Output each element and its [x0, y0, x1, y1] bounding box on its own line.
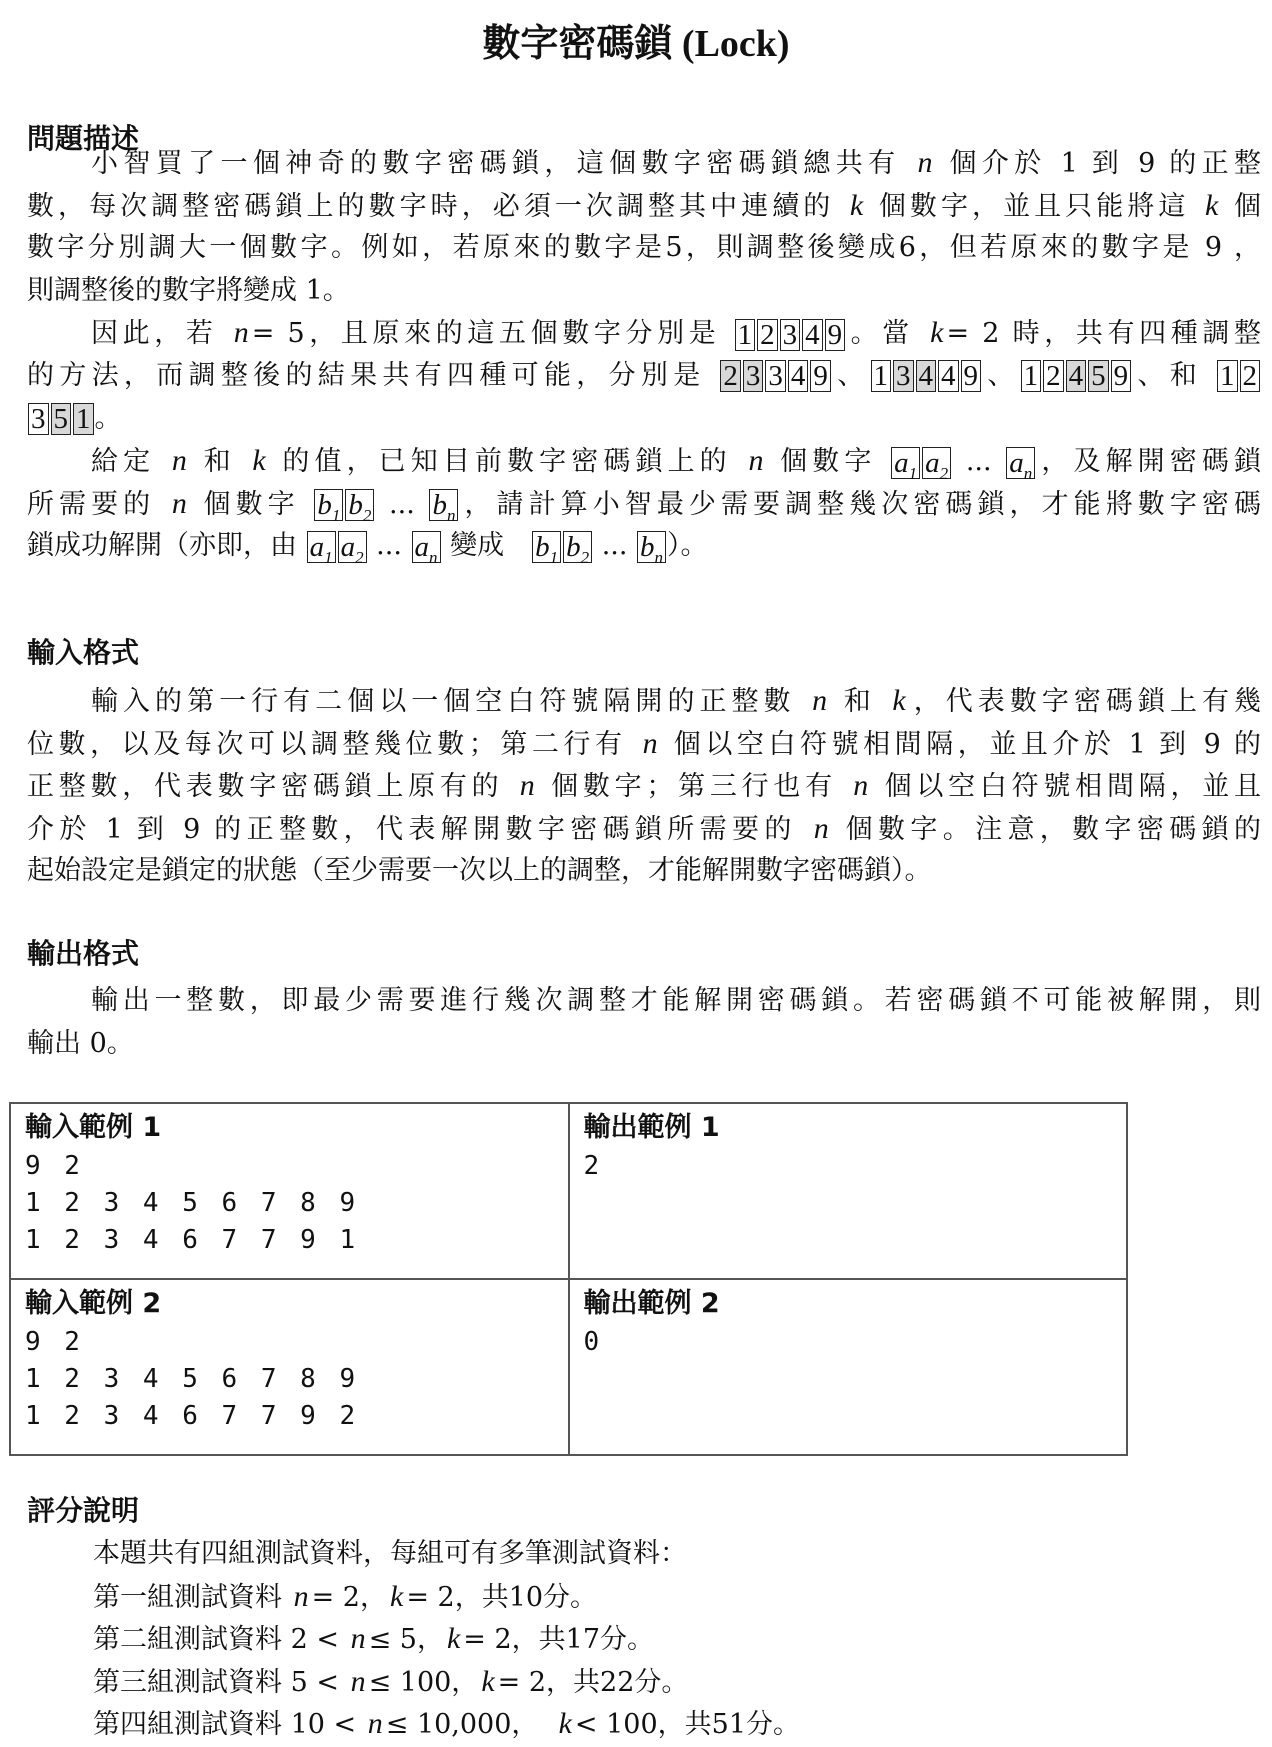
text-line — [27, 227, 1261, 270]
highlighted-digit-box — [73, 403, 94, 435]
digit: a — [925, 446, 940, 479]
text-line — [27, 355, 1261, 398]
digit: 3 — [31, 403, 46, 436]
text: 因此，若 — [91, 318, 231, 350]
sample-line: 9 2 — [25, 1151, 84, 1181]
math-variable: n — [748, 444, 764, 478]
math-variable: n — [812, 684, 828, 717]
digit-box — [825, 319, 846, 351]
digit-box — [922, 446, 951, 483]
sample-row — [10, 1103, 1127, 1279]
text: 小智買了一個神奇的數字密碼鎖，這個數字密碼鎖總共有 — [91, 148, 915, 179]
digit: 9 — [827, 318, 843, 351]
digit: b — [317, 489, 332, 522]
sample-line: 1 2 3 4 5 6 7 8 9 — [25, 1364, 360, 1394]
text: 和 — [830, 686, 890, 717]
digit-box — [563, 530, 592, 567]
sample-output-label: 輸出範例 1 — [583, 1112, 720, 1143]
sample-input-2 — [10, 1279, 569, 1455]
sample-input-label: 輸入範例 1 — [25, 1112, 162, 1143]
text: 個數字。注意，數字密碼鎖的 — [831, 813, 1261, 845]
digit-box — [1240, 360, 1261, 392]
text-line — [27, 723, 1261, 766]
text: 個數字 — [189, 488, 314, 520]
math-variable: k — [892, 684, 906, 717]
digit-box — [345, 489, 374, 526]
digit: 3 — [782, 318, 798, 351]
text: 個數字；第三行也有 — [537, 771, 851, 803]
text-line — [27, 850, 1261, 893]
text-line — [27, 1023, 1261, 1066]
math-variable: n — [350, 1622, 366, 1656]
text: 第三組測試資料 5 < — [93, 1666, 348, 1698]
sample-input-label: 輸入範例 2 — [25, 1288, 162, 1319]
description-body — [27, 142, 1261, 568]
text: ）。 — [667, 530, 708, 562]
digit-box — [1006, 446, 1035, 483]
text: < 100，共51分。 — [574, 1709, 801, 1741]
digit: 2 — [723, 360, 738, 393]
sample-line: 1 2 3 4 6 7 7 9 2 — [25, 1401, 360, 1431]
math-variable: k — [252, 444, 266, 478]
text-line — [27, 765, 1261, 808]
math-variable: n — [519, 769, 535, 803]
text: = 2，共17分。 — [463, 1624, 655, 1656]
highlighted-digit-box — [1088, 360, 1109, 392]
digit: a — [414, 530, 430, 563]
digit: 2 — [1046, 360, 1061, 393]
text-line — [27, 142, 1261, 185]
text: 個數字，並且只能將這 — [866, 190, 1203, 222]
digit-box — [532, 530, 561, 567]
text: 變成 — [441, 530, 532, 562]
subscript: n — [1023, 463, 1033, 483]
text: ... — [375, 488, 429, 520]
page-title: 數字密碼鎖 (Lock) — [482, 23, 790, 65]
sample-line: 0 — [583, 1327, 604, 1357]
output-format-body — [27, 980, 1261, 1065]
highlighted-digit-box — [720, 360, 741, 392]
math-variable: n — [350, 1664, 366, 1698]
digit: a — [1009, 446, 1024, 479]
sample-output-2 — [569, 1279, 1128, 1455]
highlighted-digit-box — [51, 403, 72, 435]
math-variable: k — [558, 1707, 572, 1741]
digit: a — [894, 446, 909, 479]
text: ，代表數字密碼鎖上有幾 — [908, 686, 1261, 717]
text: = 2， — [311, 1581, 387, 1613]
text-line — [27, 680, 1261, 723]
text-line — [27, 270, 1261, 313]
digit: 1 — [1220, 360, 1235, 393]
text: 起始設定是鎖定的狀態（至少需要一次以上的調整，才能解開數字密碼鎖）。 — [27, 855, 932, 887]
digit: a — [309, 530, 325, 563]
digit-box — [788, 360, 809, 392]
text-line — [27, 185, 1261, 228]
text: 輸出 0。 — [27, 1027, 134, 1059]
text: 第四組測試資料 10 < — [93, 1709, 365, 1741]
subscript: n — [654, 547, 664, 567]
digit-box — [802, 319, 823, 351]
text: 數字分別調大一個數字。例如，若原來的數字是5，則調整後變成6，但若原來的數字是 9 ， — [27, 232, 1261, 264]
digit: 4 — [805, 318, 820, 351]
math-variable: n — [171, 486, 187, 520]
sample-row — [10, 1279, 1127, 1455]
text: = 5，且原來的這五個數字分別是 — [251, 318, 734, 350]
text-line — [27, 440, 1261, 483]
text-line — [27, 525, 1261, 568]
digit-box — [735, 319, 756, 351]
subscript: 1 — [331, 506, 341, 526]
subscript: 1 — [324, 547, 333, 567]
math-variable: k — [446, 1622, 461, 1656]
subscript: 2 — [355, 547, 364, 567]
subscript: 1 — [908, 463, 918, 483]
digit-box — [1021, 360, 1042, 392]
text: 正整數，代表數字密碼鎖上原有的 — [27, 771, 517, 803]
math-variable: n — [293, 1579, 309, 1613]
text: 給定 — [91, 446, 169, 478]
text: 本題共有四組測試資料，每組可有多筆測試資料： — [93, 1538, 687, 1569]
text-line — [93, 1661, 800, 1704]
subscript: 2 — [580, 547, 590, 567]
text: 鎖成功解開（亦即，由 — [27, 530, 306, 562]
digit: 9 — [813, 360, 828, 393]
digit-box — [637, 530, 666, 567]
math-variable: n — [642, 726, 658, 760]
text: 個 — [1221, 190, 1261, 222]
digit: 9 — [963, 360, 979, 393]
heading-scoring: 評分說明 — [27, 1494, 140, 1527]
digit: 2 — [760, 318, 775, 351]
text: = 2，共22分。 — [497, 1666, 689, 1698]
text: 。當 — [846, 318, 928, 350]
digit-box — [938, 360, 959, 392]
digit: 4 — [1068, 360, 1084, 393]
text-line — [93, 1703, 800, 1746]
text: 個以空白符號相間隔，並且 — [871, 771, 1261, 803]
digit-box — [961, 360, 982, 392]
digit: b — [640, 530, 655, 563]
text: 第二組測試資料 2 < — [93, 1624, 348, 1656]
digit: b — [566, 530, 581, 563]
digit: 4 — [918, 360, 934, 393]
digit: 2 — [1242, 360, 1257, 393]
highlighted-digit-box — [1066, 360, 1087, 392]
sample-input-1 — [10, 1103, 569, 1279]
text-line — [27, 980, 1261, 1023]
input-format-body — [27, 680, 1261, 893]
text-line — [93, 1533, 800, 1576]
digit-box — [1043, 360, 1064, 392]
text: 個介於 1 到 9 的正整 — [935, 148, 1261, 179]
digit-box — [412, 530, 441, 567]
sample-output-label: 輸出範例 2 — [583, 1288, 720, 1319]
digit: b — [348, 489, 363, 522]
digit: 5 — [53, 403, 68, 436]
math-variable: n — [171, 444, 187, 478]
math-variable: n — [813, 811, 829, 845]
digit-box — [28, 403, 49, 435]
digit-box — [1111, 360, 1132, 392]
text: ... — [952, 446, 1006, 478]
math-variable: k — [849, 188, 864, 222]
text: = 2 時，共有四種調整 — [946, 318, 1261, 350]
text: 輸入的第一行有二個以一個空白符號隔開的正整數 — [91, 686, 810, 717]
digit: 1 — [873, 360, 889, 393]
text: 位數，以及每次可以調整幾位數；第二行有 — [27, 728, 640, 760]
highlighted-digit-box — [916, 360, 937, 392]
math-variable: k — [1205, 188, 1219, 222]
text: 和 — [189, 446, 250, 478]
highlighted-digit-box — [893, 360, 914, 392]
digit-box — [1217, 360, 1238, 392]
text: 個以空白符號相間隔，並且介於 1 到 9 的 — [660, 728, 1261, 760]
math-variable: n — [917, 146, 933, 179]
sample-table — [9, 1102, 1128, 1456]
text: 、和 — [1132, 359, 1216, 391]
math-variable: n — [233, 316, 249, 350]
math-variable: k — [930, 316, 944, 350]
sample-line: 1 2 3 4 5 6 7 8 9 — [25, 1188, 360, 1218]
digit-box — [891, 446, 920, 483]
text: ≤ 100， — [368, 1666, 479, 1698]
digit: 9 — [1113, 360, 1129, 393]
digit: b — [432, 489, 447, 522]
text-line — [27, 483, 1261, 526]
math-variable: k — [389, 1579, 404, 1613]
subscript: 1 — [549, 547, 559, 567]
digit: 3 — [896, 360, 911, 393]
sample-line: 9 2 — [25, 1327, 84, 1357]
subscript: n — [429, 547, 438, 567]
sample-line: 2 — [583, 1151, 604, 1181]
heading-description: 問題描述 — [27, 122, 140, 155]
digit: 1 — [1023, 360, 1039, 393]
digit-box — [765, 360, 786, 392]
heading-output-format: 輸出格式 — [27, 937, 140, 970]
text: 介於 1 到 9 的正整數，代表解開數字密碼鎖所需要的 — [27, 813, 811, 845]
subscript: 2 — [362, 506, 372, 526]
subscript: n — [446, 506, 456, 526]
math-variable: n — [853, 769, 869, 803]
text: 的方法，而調整後的結果共有四種可能，分別是 — [27, 359, 720, 391]
digit-box — [429, 489, 458, 526]
text: 數，每次調整密碼鎖上的數字時，必須一次調整其中連續的 — [27, 190, 847, 222]
text: = 2，共10分。 — [406, 1581, 598, 1613]
math-variable: k — [481, 1664, 495, 1698]
digit: 4 — [941, 360, 956, 393]
text-line — [27, 398, 1261, 441]
text: ≤ 10,000， — [385, 1709, 556, 1741]
digit-box — [871, 360, 892, 392]
text: ，請計算小智最少需要調整幾次密碼鎖，才能將數字密碼 — [459, 488, 1261, 520]
digit-box — [810, 360, 831, 392]
text: 所需要的 — [27, 488, 169, 520]
digit: 3 — [768, 360, 783, 393]
text-line — [93, 1618, 800, 1661]
subscript: 2 — [939, 463, 949, 483]
text: 則調整後的數字將變成 1。 — [27, 274, 350, 306]
digit: 1 — [737, 318, 753, 351]
text: 第一組測試資料 — [93, 1581, 291, 1613]
digit: 4 — [790, 360, 806, 393]
sample-line: 1 2 3 4 6 7 7 9 1 — [25, 1225, 360, 1255]
digit-box — [338, 530, 367, 567]
digit-box — [314, 489, 343, 526]
text: 輸出一整數，即最少需要進行幾次調整才能解開密碼鎖。若密碼鎖不可能被解開，則 — [91, 985, 1261, 1016]
digit: a — [340, 530, 356, 563]
text: 。 — [94, 402, 122, 434]
scoring-body — [93, 1533, 800, 1746]
text: 、 — [982, 359, 1020, 391]
text: ，及解開密碼鎖 — [1036, 446, 1261, 478]
math-variable: n — [367, 1707, 383, 1741]
text: ≤ 5， — [368, 1624, 444, 1656]
text: ... — [367, 530, 411, 562]
digit: 1 — [76, 403, 91, 436]
digit: 3 — [745, 360, 761, 393]
digit: 5 — [1091, 360, 1106, 393]
digit-box — [307, 530, 336, 567]
text-line — [93, 1576, 800, 1619]
digit: b — [535, 530, 550, 563]
text: 、 — [831, 359, 870, 391]
text: ... — [593, 530, 637, 562]
sample-output-1 — [569, 1103, 1128, 1279]
digit-box — [780, 319, 801, 351]
highlighted-digit-box — [743, 360, 764, 392]
text-line — [27, 808, 1261, 851]
text-line — [27, 312, 1261, 355]
text: 的值，已知目前數字密碼鎖上的 — [268, 446, 746, 478]
text: 個數字 — [766, 446, 891, 478]
digit-box — [757, 319, 778, 351]
heading-input-format: 輸入格式 — [27, 636, 140, 669]
